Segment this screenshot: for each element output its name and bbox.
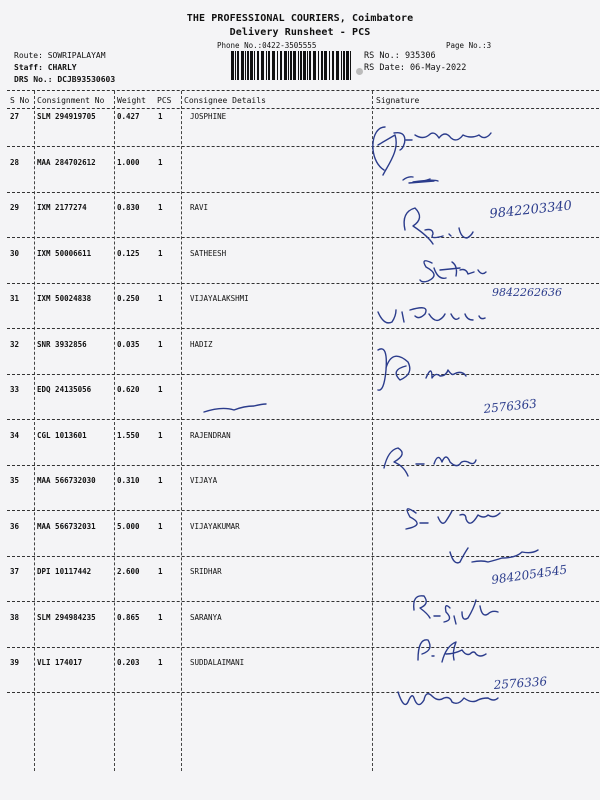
row-consignment-no: SNR 3932856 — [37, 339, 87, 349]
barcode-bar — [290, 51, 292, 80]
table-row — [0, 249, 600, 294]
barcode-bar — [272, 51, 275, 80]
barcode-bar — [341, 51, 342, 80]
table-row — [0, 203, 600, 248]
row-weight: 0.310 — [117, 476, 140, 485]
row-divider — [7, 465, 599, 466]
row-consignee: SARANYA — [190, 612, 222, 622]
row-pcs: 1 — [158, 294, 163, 303]
barcode-bar — [241, 51, 244, 80]
row-weight: 1.550 — [117, 430, 140, 440]
company-title: THE PROFESSIONAL COURIERS, Coimbatore — [186, 13, 414, 24]
row-pcs: 1 — [158, 157, 163, 167]
document-subtitle: Delivery Runsheet - PCS — [229, 27, 371, 38]
header-divider-bottom — [7, 108, 599, 109]
row-weight: 2.600 — [117, 567, 140, 576]
table-row — [0, 158, 600, 203]
phone-number: Phone No.:0422-3505555 — [217, 41, 317, 50]
barcode-bar — [235, 51, 236, 80]
barcode-bar — [332, 51, 334, 80]
row-consignment-no: DPI 10117442 — [37, 567, 92, 576]
table-row — [0, 431, 600, 476]
row-consignment-no: MAA 566732030 — [37, 476, 96, 485]
route-label: Route: SOWRIPALAYAM — [14, 51, 106, 60]
barcode-bar — [261, 51, 264, 80]
barcode-bar — [336, 51, 339, 80]
row-consignment-no: IXM 50006611 — [37, 248, 92, 258]
barcode-bar — [250, 51, 253, 80]
row-sno: 28 — [10, 157, 20, 167]
row-divider — [7, 374, 599, 375]
row-sno: 27 — [10, 112, 20, 121]
barcode-bar — [350, 51, 351, 80]
row-sno: 29 — [10, 203, 20, 212]
row-divider — [7, 419, 599, 420]
row-sno: 33 — [10, 385, 20, 394]
row-consignment-no: EDQ 24135056 — [37, 385, 92, 394]
row-pcs: 1 — [158, 385, 163, 394]
row-pcs: 1 — [158, 658, 163, 667]
row-consignment-no: IXM 50024838 — [37, 294, 92, 303]
row-divider — [7, 647, 599, 648]
staff-label: Staff: CHARLY — [14, 63, 77, 72]
table-row — [0, 294, 600, 339]
drs-number: DRS No.: DCJB93530603 — [14, 75, 116, 84]
row-divider — [7, 283, 599, 284]
row-weight: 0.830 — [117, 203, 140, 212]
barcode-bar — [318, 51, 319, 80]
row-sno: 38 — [10, 612, 20, 622]
table-row — [0, 340, 600, 385]
row-weight: 0.427 — [117, 112, 140, 121]
barcode-bar — [300, 51, 302, 80]
barcode-bar — [307, 51, 308, 80]
barcode-bar — [324, 51, 327, 80]
row-consignee: JOSPHINE — [190, 112, 227, 121]
barcode-bar — [343, 51, 345, 80]
row-pcs: 1 — [158, 248, 163, 258]
row-consignee: SRIDHAR — [190, 567, 222, 576]
row-sno: 31 — [10, 294, 20, 303]
barcode-bar — [277, 51, 278, 80]
row-weight: 0.203 — [117, 658, 140, 667]
barcode-bar — [284, 51, 287, 80]
row-pcs: 1 — [158, 567, 163, 576]
barcode-bar — [309, 51, 311, 80]
col-weight: Weight — [117, 96, 146, 105]
row-pcs: 1 — [158, 521, 163, 531]
barcode-bar — [237, 51, 239, 80]
col-signature: Signature — [376, 96, 420, 105]
row-consignment-no: SLM 294984235 — [37, 612, 96, 622]
row-sno: 30 — [10, 248, 20, 258]
row-consignee: RAJENDRAN — [190, 430, 231, 440]
col-sno: S No — [10, 96, 30, 105]
barcode-image — [231, 51, 354, 80]
row-consignee: VIJAYALAKSHMI — [190, 294, 249, 303]
row-weight: 0.035 — [117, 339, 140, 349]
row-consignee: VIJAYA — [190, 476, 218, 485]
col-consignee: Consignee Details — [184, 96, 266, 105]
row-consignment-no: MAA 566732031 — [37, 521, 96, 531]
row-sno: 37 — [10, 567, 20, 576]
barcode-bar — [266, 51, 267, 80]
rs-date: RS Date: 06-May-2022 — [364, 63, 467, 73]
row-consignment-no: MAA 284702612 — [37, 157, 96, 167]
handwritten-phone: 2576336 — [493, 674, 548, 692]
row-pcs: 1 — [158, 339, 163, 349]
barcode-bar — [346, 51, 349, 80]
barcode-bar — [231, 51, 234, 80]
table-row — [0, 385, 600, 430]
barcode-bar — [329, 51, 330, 80]
table-row — [0, 476, 600, 521]
handwritten-phone: 9842203340 — [488, 198, 573, 222]
row-divider — [7, 510, 599, 511]
table-row — [0, 522, 600, 567]
punch-hole — [356, 68, 363, 75]
page-number: Page No.:3 — [446, 41, 492, 50]
row-weight: 5.000 — [117, 521, 140, 531]
row-divider — [7, 601, 599, 602]
barcode-bar — [254, 51, 255, 80]
row-consignee: SUDDALAIMANI — [190, 658, 245, 667]
row-weight: 0.250 — [117, 294, 140, 303]
handwritten-phone: 9842054545 — [490, 562, 569, 587]
row-sno: 36 — [10, 521, 20, 531]
row-sno: 34 — [10, 430, 20, 440]
row-consignee: HADIZ — [190, 339, 213, 349]
row-consignment-no: SLM 294919705 — [37, 112, 96, 121]
table-row — [0, 112, 600, 157]
barcode-bar — [313, 51, 316, 80]
row-divider — [7, 146, 599, 147]
header-divider-top — [7, 90, 599, 91]
row-consignment-no: IXM 2177274 — [37, 203, 87, 212]
row-pcs: 1 — [158, 203, 163, 212]
col-pcs: PCS — [157, 96, 172, 105]
row-weight: 0.620 — [117, 385, 140, 394]
row-sno: 39 — [10, 658, 20, 667]
row-pcs: 1 — [158, 476, 163, 485]
table-row — [0, 567, 600, 612]
row-sno: 32 — [10, 339, 20, 349]
row-divider — [7, 192, 599, 193]
barcode-bar — [245, 51, 246, 80]
row-consignment-no: VLI 174017 — [37, 658, 83, 667]
row-pcs: 1 — [158, 430, 163, 440]
barcode-bar — [280, 51, 282, 80]
row-divider — [7, 237, 599, 238]
table-row — [0, 613, 600, 658]
row-divider — [7, 556, 599, 557]
table-row — [0, 658, 600, 703]
row-pcs: 1 — [158, 612, 163, 622]
row-divider — [7, 328, 599, 329]
barcode-bar — [303, 51, 306, 80]
barcode-bar — [247, 51, 249, 80]
row-divider — [7, 692, 599, 693]
barcode-bar — [298, 51, 299, 80]
row-consignee: RAVI — [190, 203, 209, 212]
handwritten-phone: 9842262636 — [492, 286, 562, 299]
col-consignment: Consignment No — [37, 96, 105, 105]
barcode-bar — [321, 51, 323, 80]
row-weight: 0.865 — [117, 612, 140, 622]
row-weight: 0.125 — [117, 248, 140, 258]
row-weight: 1.000 — [117, 157, 140, 167]
row-sno: 35 — [10, 476, 20, 485]
row-pcs: 1 — [158, 112, 163, 121]
row-consignee: VIJAYAKUMAR — [190, 521, 240, 531]
row-consignee: SATHEESH — [190, 248, 227, 258]
barcode-bar — [293, 51, 296, 80]
handwritten-phone: 2576363 — [482, 396, 538, 416]
barcode-bar — [288, 51, 289, 80]
barcode-bar — [257, 51, 259, 80]
row-consignment-no: CGL 1013601 — [37, 430, 87, 440]
barcode-bar — [268, 51, 270, 80]
rs-number: RS No.: 935306 — [364, 51, 436, 61]
